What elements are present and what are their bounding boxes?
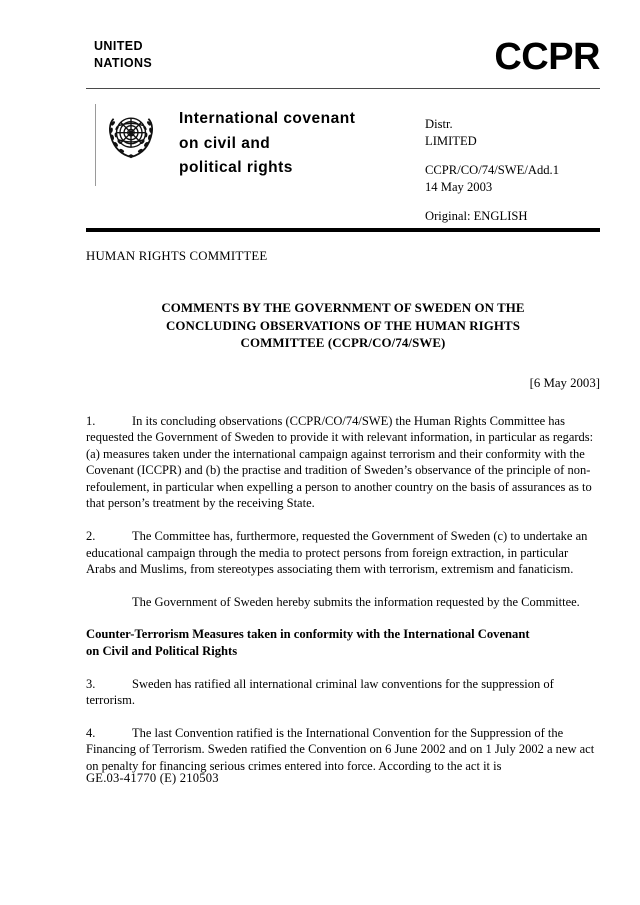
paragraph-1 bbox=[86, 413, 600, 513]
organization-name bbox=[94, 38, 152, 72]
original-language-value: Original: ENGLISH bbox=[425, 209, 528, 223]
section-subheading bbox=[86, 626, 600, 659]
header-separator-rule bbox=[86, 228, 600, 232]
paragraph-4-number: 3. bbox=[86, 676, 96, 691]
document-title-line-1: COMMENTS BY THE GOVERNMENT OF SWEDEN ON THE bbox=[161, 301, 525, 315]
distribution-status bbox=[425, 116, 559, 149]
distribution-label: Distr. bbox=[425, 117, 453, 131]
document-body bbox=[86, 248, 600, 791]
masthead bbox=[86, 38, 600, 84]
paragraph-5-text: The last Convention ratified is the International Convention for the Suppression of the Financing of Terrorism. Sweden ratified the Convention on 6 June 2002 and on 1 July 2002 a new act on penalty for financing serious crimes entered into force. According to the act it is bbox=[86, 725, 595, 773]
paragraph-5-number: 4. bbox=[86, 725, 96, 740]
paragraph-3: The Government of Sweden hereby submits the information requested by the Committee. bbox=[132, 594, 580, 609]
paragraph-2-number: 2. bbox=[86, 529, 96, 544]
paragraph-4-text: Sweden has ratified all international criminal law conventions for the suppression of terrorism. bbox=[86, 676, 554, 708]
document-date: 14 May 2003 bbox=[425, 179, 493, 194]
submission-date: [6 May 2003] bbox=[529, 375, 600, 390]
section-subheading-line-2: on Civil and Political Rights bbox=[86, 644, 238, 659]
footer-reference: GE.03-41770 (E) 210503 bbox=[86, 771, 219, 785]
original-language bbox=[425, 208, 559, 225]
paragraph-5 bbox=[86, 725, 600, 775]
organization-line-2: NATIONS bbox=[94, 56, 153, 70]
covenant-title-line-1: International covenant bbox=[179, 110, 356, 127]
paragraph-1-text: In its concluding observations (CCPR/CO/74/SWE) the Human Rights Committee has requested the Government of Sweden to provide it with relevant information, in particular as regards: (a) measures taken under the international campaign against terrorism and their conformity with the Covenant (ICCPR) and (b) the practise and tradition of Sweden’s observance of the principle of non-refoulement, in particular when expelling a person to another country on the basis of assurances as to that person’s treatment by the receiving State. bbox=[86, 413, 594, 511]
un-emblem-icon bbox=[102, 106, 160, 164]
paragraph-1-number: 1. bbox=[86, 413, 96, 428]
organization-line-1: UNITED bbox=[94, 39, 143, 53]
emblem-vertical-rule bbox=[95, 104, 96, 186]
document-title-line-3: COMMITTEE (CCPR/CO/74/SWE) bbox=[240, 336, 446, 350]
paragraph-4 bbox=[86, 676, 600, 709]
document-title-line-2: CONCLUDING OBSERVATIONS OF THE HUMAN RIGHTS bbox=[166, 318, 520, 333]
covenant-header bbox=[86, 104, 600, 223]
section-subheading-line-1: Counter-Terrorism Measures taken in conformity with the International Covenant bbox=[86, 627, 530, 642]
paragraph-2-text: The Committee has, furthermore, requested the Government of Sweden (c) to undertake an educational campaign through the media to protect persons from foreign extraction, in particular Arabs and Muslims, from stereotypes associating them with terrorism, extremism and fanaticism. bbox=[86, 529, 588, 577]
document-symbol-ccpr: CCPR bbox=[494, 36, 600, 78]
paragraph-2 bbox=[86, 528, 600, 578]
distribution-block bbox=[425, 116, 559, 225]
covenant-title bbox=[179, 107, 355, 181]
committee-name: HUMAN RIGHTS COMMITTEE bbox=[86, 249, 268, 263]
covenant-title-line-2: on civil and bbox=[179, 134, 271, 152]
document-reference bbox=[425, 162, 559, 195]
covenant-title-line-3: political rights bbox=[179, 159, 293, 176]
distribution-value: LIMITED bbox=[425, 133, 477, 148]
document-title bbox=[86, 300, 600, 353]
document-symbol: CCPR/CO/74/SWE/Add.1 bbox=[425, 163, 560, 177]
masthead-divider-rule bbox=[86, 88, 600, 89]
